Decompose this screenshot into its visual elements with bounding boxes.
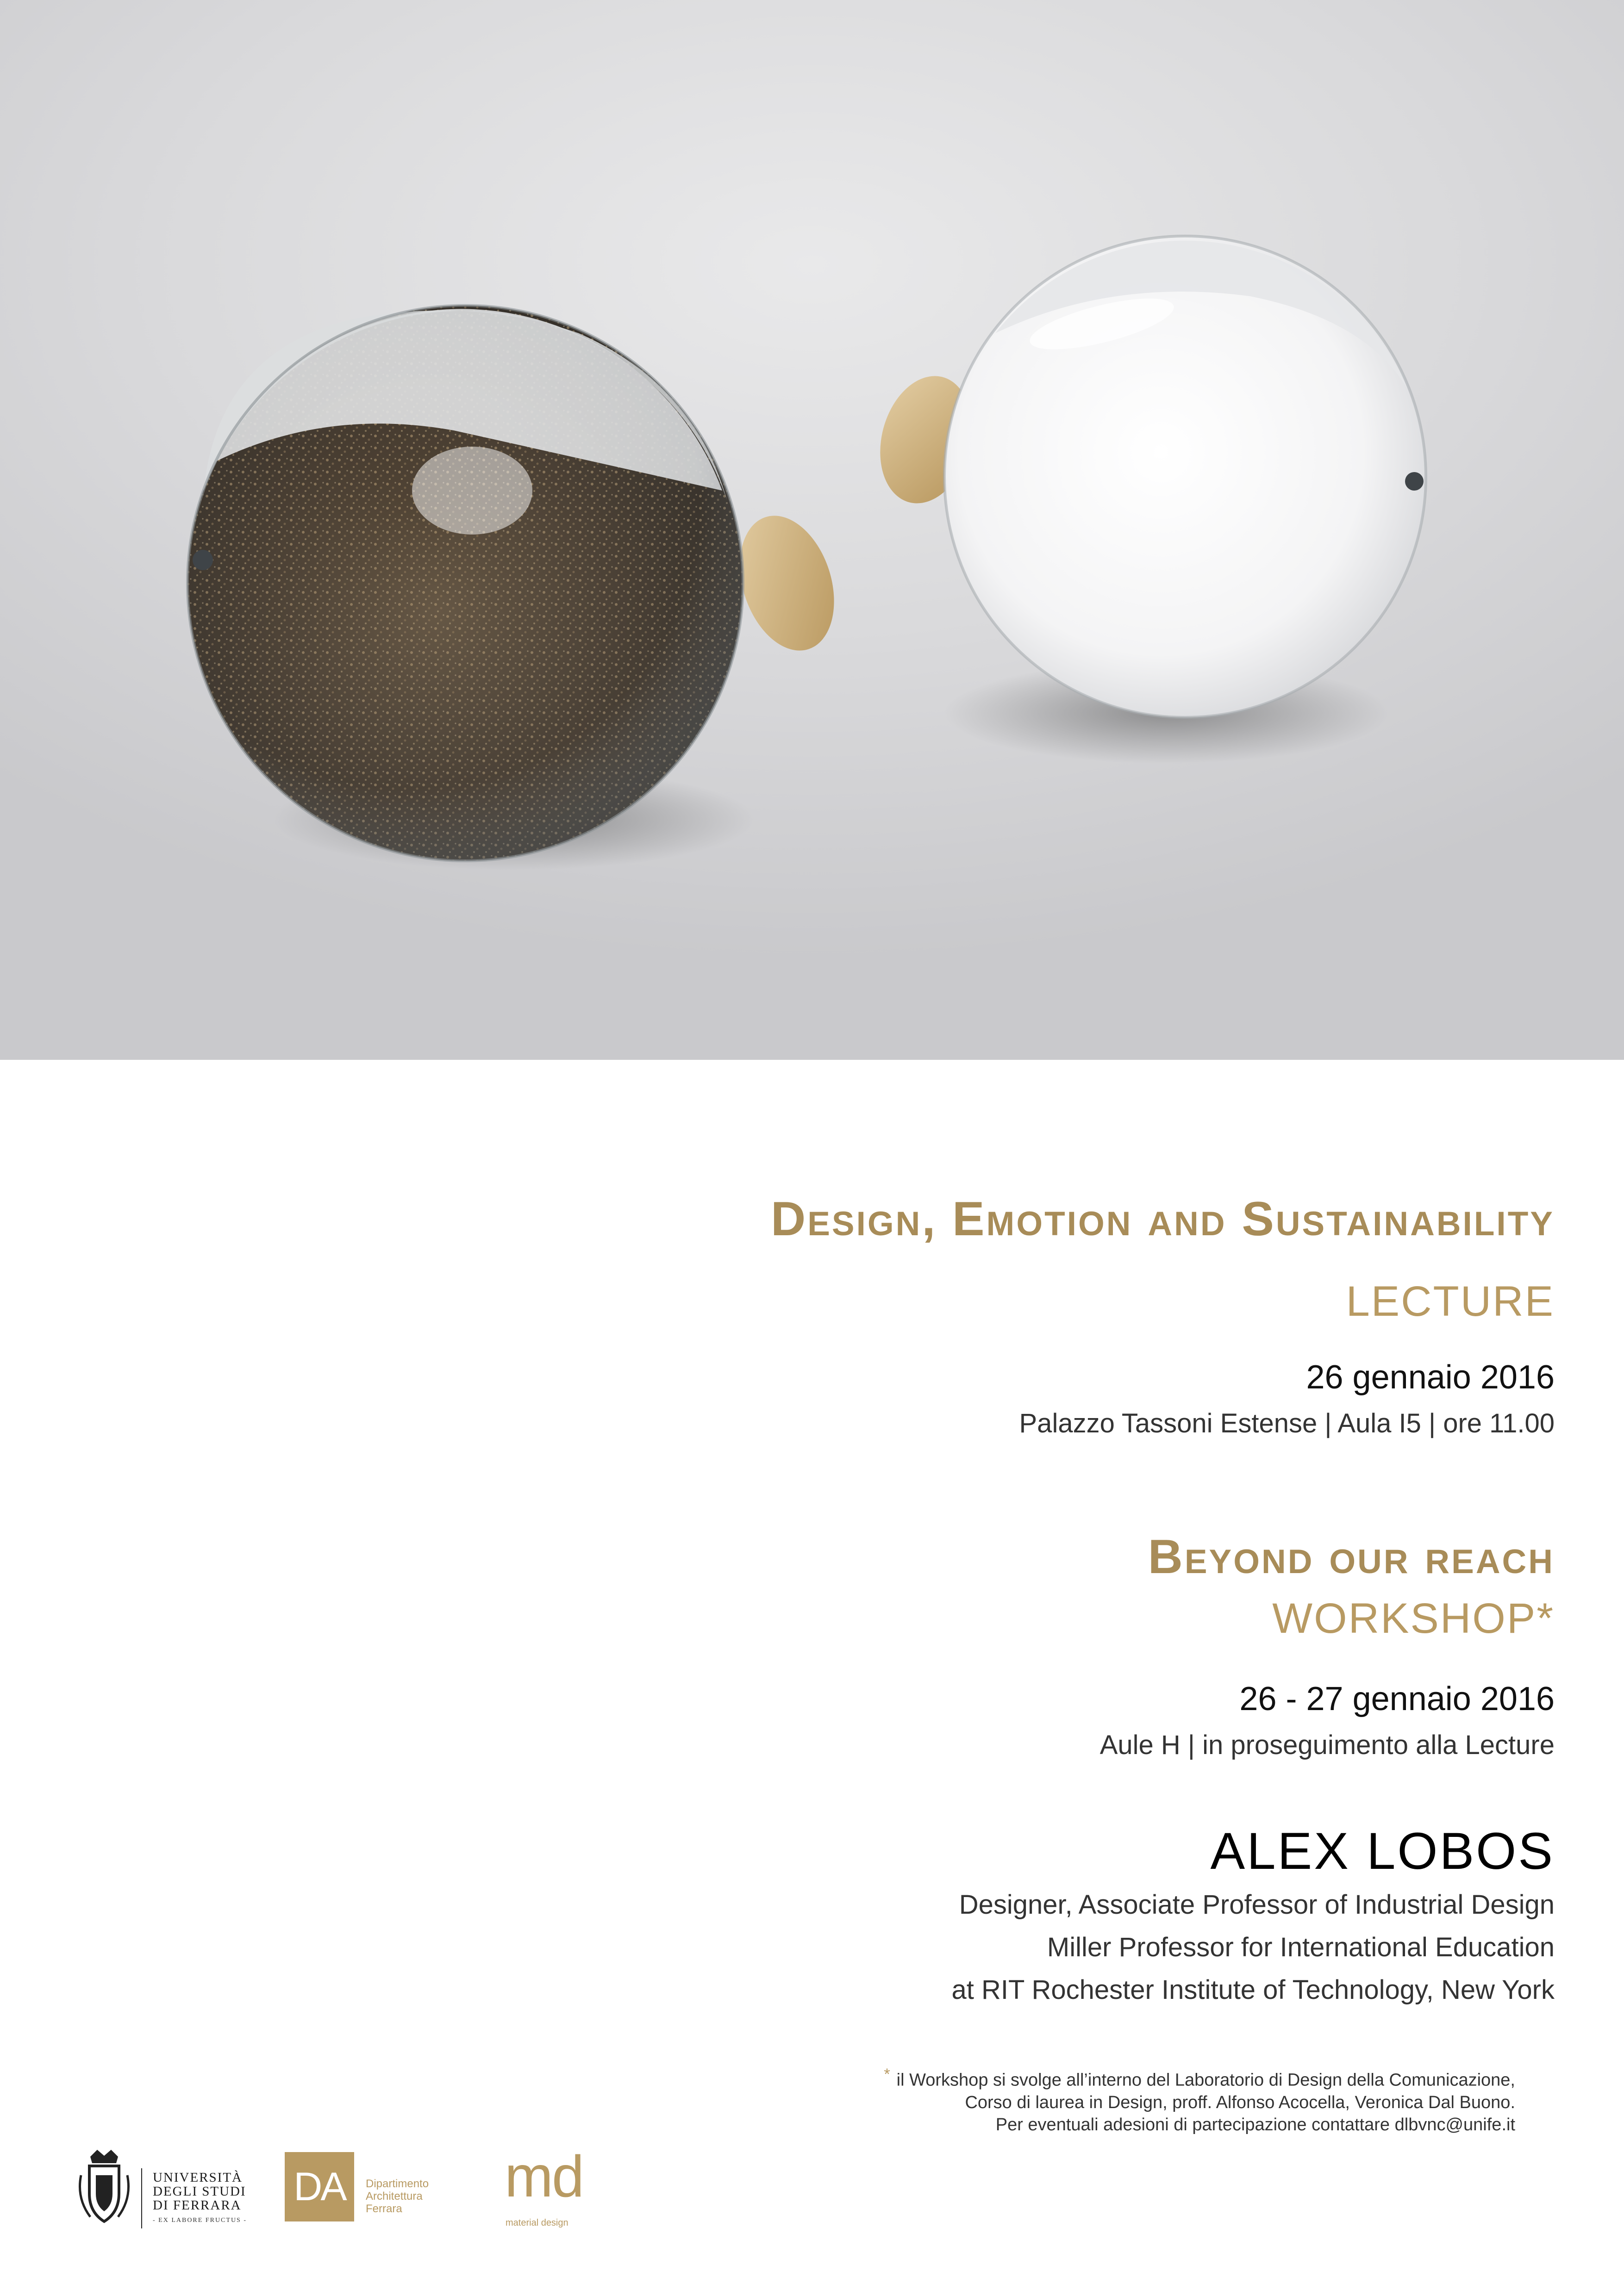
md-logo-label: material design [506, 2218, 568, 2228]
hero-photo [0, 0, 1624, 1060]
unife-line: DEGLI STUDI [153, 2184, 246, 2199]
footnote-line [884, 2063, 1515, 2091]
speaker-bio-line: Designer, Associate Professor of Industrial Design [959, 1890, 1555, 1920]
sugar-sphere [867, 236, 1426, 717]
lecture-date: 26 gennaio 2016 [1306, 1359, 1555, 1396]
lecture-title: Design, Emotion and Sustainability [771, 1192, 1555, 1246]
footnote-line: Corso di laurea in Design, proff. Alfonso Acocella, Veronica Dal Buono. [965, 2092, 1515, 2112]
unife-wordmark [153, 2171, 246, 2212]
unife-line: DI FERRARA [153, 2198, 242, 2213]
workshop-date: 26 - 27 gennaio 2016 [1239, 1680, 1555, 1717]
unife-crest-icon [72, 2147, 137, 2231]
lecture-place: Palazzo Tassoni Estense | Aula I5 | ore 11.00 [1019, 1408, 1555, 1438]
glass-spheres-illustration [0, 0, 1624, 1060]
footnote-marker: * [884, 2066, 890, 2083]
unife-divider [141, 2168, 142, 2228]
lecture-type: LECTURE [1346, 1278, 1555, 1325]
speaker-bio [952, 1884, 1555, 2011]
workshop-type: WORKSHOP* [1272, 1595, 1555, 1642]
da-logo-text [366, 2178, 429, 2215]
da-line: Architettura [366, 2190, 423, 2203]
footnote [884, 2063, 1515, 2136]
da-line: Ferrara [366, 2203, 402, 2215]
speaker-name: ALEX LOBOS [1210, 1822, 1555, 1880]
workshop-place: Aule H | in proseguimento alla Lecture [1099, 1730, 1555, 1760]
footnote-text: il Workshop si svolge all’interno del Laboratorio di Design della Comunicazione, [896, 2070, 1515, 2090]
speaker-bio-line: Miller Professor for International Education [1047, 1932, 1555, 1962]
footnote-line: Per eventuali adesioni di partecipazione contattare dlbvnc@unife.it [995, 2115, 1515, 2134]
workshop-title: Beyond our reach [1148, 1530, 1555, 1584]
unife-line: UNIVERSITÀ [153, 2170, 243, 2185]
da-logo-mark: DA [285, 2152, 354, 2221]
soil-sphere [187, 305, 850, 861]
speaker-bio-line: at RIT Rochester Institute of Technology, New York [951, 1975, 1555, 2005]
md-logo-mark: md [505, 2144, 583, 2209]
da-line: Dipartimento [366, 2178, 429, 2190]
unife-motto: - EX LABORE FRUCTUS - [153, 2217, 247, 2224]
